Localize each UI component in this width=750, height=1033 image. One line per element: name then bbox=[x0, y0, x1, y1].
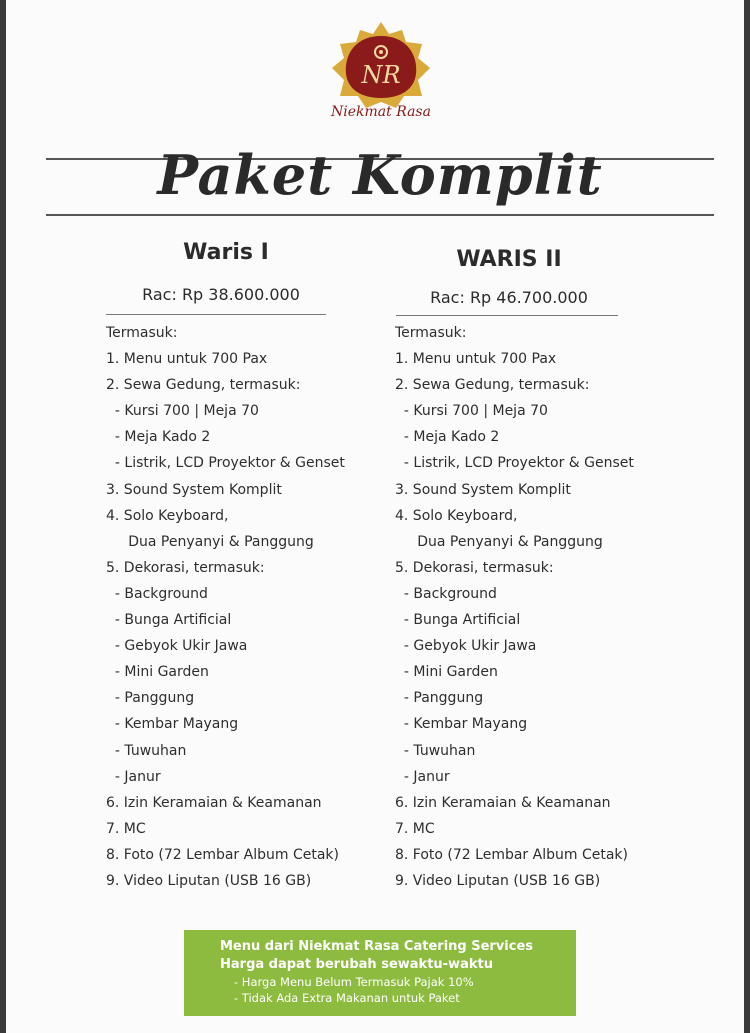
list-item: - Janur bbox=[395, 768, 450, 785]
list-item: - Kursi 700 | Meja 70 bbox=[106, 403, 259, 420]
list-item: 2. Sewa Gedung, termasuk: bbox=[106, 377, 301, 394]
list-item: 8. Foto (72 Lembar Album Cetak) bbox=[106, 846, 339, 863]
list-item: - Mini Garden bbox=[106, 664, 209, 681]
page-title: Paket Komplit bbox=[157, 143, 603, 207]
logo-monogram: NR bbox=[361, 61, 401, 89]
list-item: 9. Video Liputan (USB 16 GB) bbox=[395, 872, 601, 889]
package-name: WARIS II bbox=[456, 247, 562, 272]
list-item: 3. Sound System Komplit bbox=[395, 481, 571, 498]
list-item: - Meja Kado 2 bbox=[395, 429, 500, 446]
notice-line-1: Menu dari Niekmat Rasa Catering Services bbox=[220, 939, 534, 954]
list-item: - Kursi 700 | Meja 70 bbox=[395, 403, 548, 420]
list-item: - Gebyok Ukir Jawa bbox=[395, 638, 537, 655]
list-item: 6. Izin Keramaian & Keamanan bbox=[106, 794, 322, 811]
list-item: Dua Penyanyi & Panggung bbox=[395, 533, 603, 550]
list-item: - Background bbox=[106, 585, 208, 602]
list-item: 7. MC bbox=[106, 820, 146, 837]
list-item: 4. Solo Keyboard, bbox=[106, 507, 229, 524]
price-rule bbox=[106, 314, 326, 315]
list-item: - Panggung bbox=[395, 690, 484, 707]
list-item: 5. Dekorasi, termasuk: bbox=[395, 559, 554, 576]
list-item: - Kembar Mayang bbox=[106, 716, 239, 733]
list-item: 8. Foto (72 Lembar Album Cetak) bbox=[395, 846, 628, 863]
list-item: - Janur bbox=[106, 768, 161, 785]
notice-note: - Harga Menu Belum Termasuk Pajak 10% bbox=[234, 975, 474, 989]
list-item: - Mini Garden bbox=[395, 664, 498, 681]
list-item: - Bunga Artificial bbox=[106, 612, 232, 629]
list-item: Termasuk: bbox=[395, 325, 467, 341]
list-item: 7. MC bbox=[395, 820, 435, 837]
package-items-list bbox=[106, 320, 345, 894]
list-item: - Meja Kado 2 bbox=[106, 429, 211, 446]
package-price: Rac: Rp 38.600.000 bbox=[142, 285, 300, 304]
list-item: 4. Solo Keyboard, bbox=[395, 507, 518, 524]
list-item: 1. Menu untuk 700 Pax bbox=[395, 351, 557, 368]
notice-line-2: Harga dapat berubah sewaktu-waktu bbox=[220, 957, 493, 972]
title-bottom-rule bbox=[46, 214, 714, 216]
list-item: Dua Penyanyi & Panggung bbox=[106, 533, 314, 550]
list-item: - Listrik, LCD Proyektor & Genset bbox=[106, 455, 345, 472]
package-name: Waris I bbox=[183, 240, 269, 265]
list-item: - Background bbox=[395, 585, 497, 602]
list-item: Termasuk: bbox=[106, 325, 178, 341]
list-item: - Kembar Mayang bbox=[395, 716, 528, 733]
list-item: - Tuwuhan bbox=[395, 742, 476, 759]
price-rule bbox=[396, 315, 618, 316]
notice-note: - Tidak Ada Extra Makanan untuk Paket bbox=[234, 991, 460, 1005]
list-item: - Panggung bbox=[106, 690, 195, 707]
list-item: - Tuwuhan bbox=[106, 742, 187, 759]
list-item: - Bunga Artificial bbox=[395, 612, 521, 629]
list-item: 2. Sewa Gedung, termasuk: bbox=[395, 377, 590, 394]
list-item: 9. Video Liputan (USB 16 GB) bbox=[106, 872, 312, 889]
package-price: Rac: Rp 46.700.000 bbox=[430, 288, 588, 307]
list-item: 6. Izin Keramaian & Keamanan bbox=[395, 794, 611, 811]
list-item: - Gebyok Ukir Jawa bbox=[106, 638, 248, 655]
list-item: 3. Sound System Komplit bbox=[106, 481, 282, 498]
package-items-list bbox=[395, 320, 634, 894]
list-item: 5. Dekorasi, termasuk: bbox=[106, 559, 265, 576]
catering-notice bbox=[184, 930, 576, 1016]
list-item: - Listrik, LCD Proyektor & Genset bbox=[395, 455, 634, 472]
list-item: 1. Menu untuk 700 Pax bbox=[106, 351, 268, 368]
menu-sheet bbox=[6, 0, 744, 1033]
brand-name: Niekmat Rasa bbox=[331, 104, 431, 120]
